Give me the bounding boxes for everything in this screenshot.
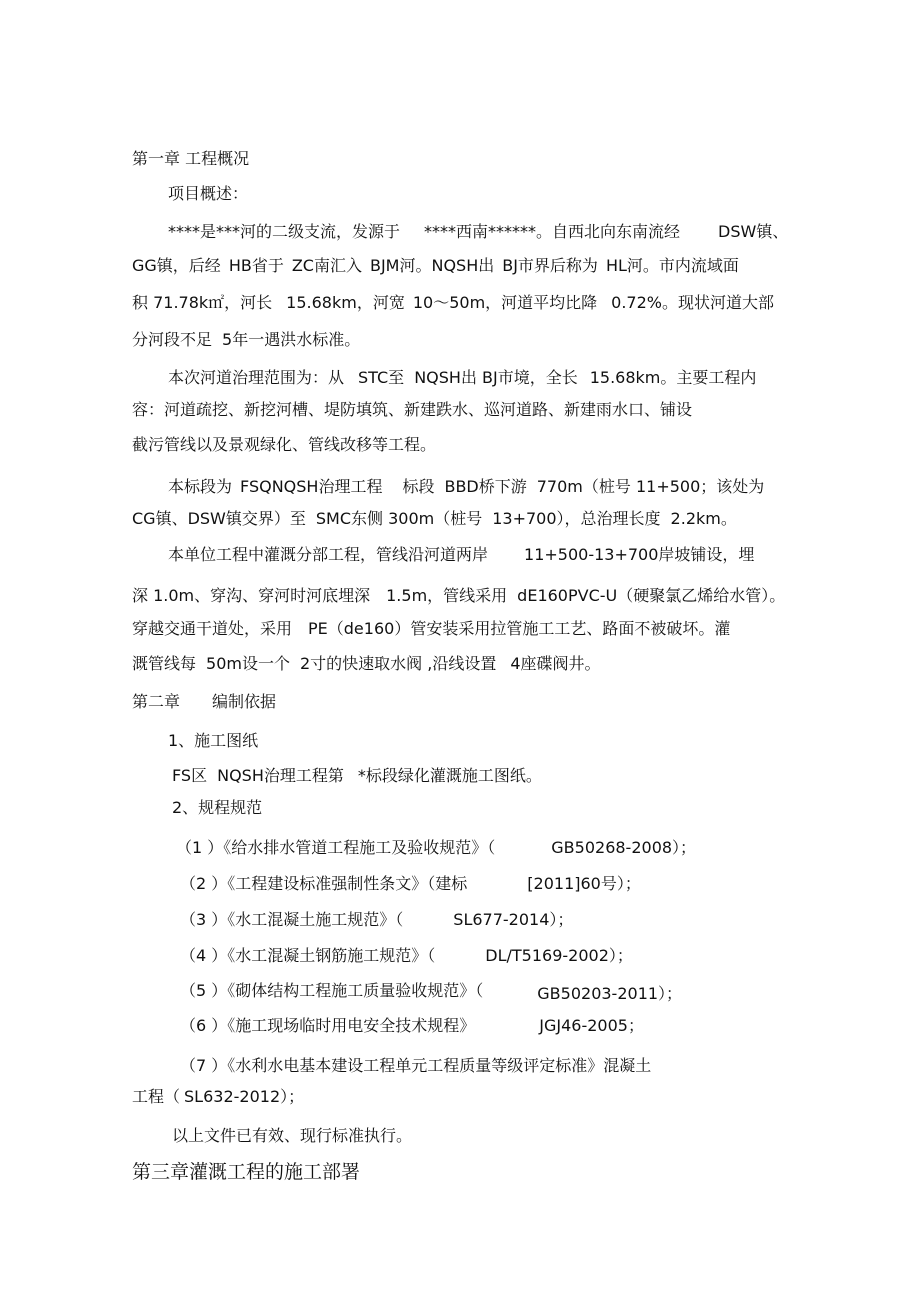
section-1-body: FS区 NQSH治理工程第 *标段绿化灌溉施工图纸。 xyxy=(172,766,542,785)
reference-7: （7 ）《水利水电基本建设工程单元工程质量等级评定标准》混凝土 xyxy=(180,1056,652,1075)
para4-line2: 深 1.0m、穿沟、穿河时河底埋深 1.5m，管线采用 dE160PVC-U（硬聚氯乙烯给水管）。 xyxy=(132,586,786,605)
reference-1: （1 ）《给水排水管道工程施工及验收规范》（ GB50268-2008）； xyxy=(176,838,697,857)
para2-line3: 截污管线以及景观绿化、管线改移等工程。 xyxy=(132,435,437,454)
project-overview-label: 项目概述： xyxy=(168,184,249,203)
para1-line2: GG镇，后经 HB省于 ZC南汇入 BJM河。NQSH出 BJ市界后称为 HL河。市内流域面 xyxy=(132,256,739,275)
reference-7-continued: 工程（ SL632-2012）； xyxy=(132,1087,305,1106)
closing-statement: 以上文件已有效、现行标准执行。 xyxy=(172,1126,413,1145)
chapter-1-title: 第一章 工程概况 xyxy=(132,149,250,168)
section-2-title: 2、规程规范 xyxy=(172,798,263,817)
reference-6: （6 ）《施工现场临时用电安全技术规程》 JGJ46-2005； xyxy=(180,1016,644,1035)
para1-line1: ****是***河的二级支流，发源于 ****西南******。自西北向东南流经 DSW镇、 xyxy=(168,222,789,241)
para1-line3: 积 71.78k㎡，河长 15.68km，河宽 10～50m，河道平均比降 0.72%。现状河道大部 xyxy=(132,293,774,312)
section-1-title: 1、施工图纸 xyxy=(168,731,259,750)
chapter-3-title: 第三章灌溉工程的施工部署 xyxy=(132,1161,361,1183)
reference-4: （4 ）《水工混凝土钢筋施工规范》（ DL/T5169-2002）； xyxy=(180,946,633,965)
para4-line3: 穿越交通干道处，采用 PE（de160）管安装采用拉管施工工艺、路面不被破坏。灌 xyxy=(132,619,731,638)
para3-line1: 本标段为 FSQNQSH治理工程 标段 BBD桥下游 770m（桩号 11+500；该处为 xyxy=(168,477,765,496)
para1-line4: 分河段不足 5年一遇洪水标准。 xyxy=(132,330,361,349)
para2-line1: 本次河道治理范围为：从 STC至 NQSH出 BJ市境，全长 15.68km。主要工程内 xyxy=(168,368,757,387)
para2-line2: 容：河道疏挖、新挖河槽、堤防填筑、新建跌水、巡河道路、新建雨水口、铺设 xyxy=(132,400,693,419)
reference-3: （3 ）《水工混凝土施工规范》（ SL677-2014）； xyxy=(180,910,574,929)
para3-line2: CG镇、DSW镇交界）至 SMC东侧 300m（桩号 13+700），总治理长度 2.2km。 xyxy=(132,509,737,528)
reference-5: （5 ）《砌体结构工程施工质量验收规范》（ GB50203-2011）； xyxy=(180,981,683,1003)
reference-2: （2 ）《工程建设标准强制性条文》（建标 [2011]60号）； xyxy=(180,874,641,893)
chapter-2-title: 第二章 编制依据 xyxy=(132,692,277,711)
para4-line4: 溉管线每 50m设一个 2寸的快速取水阀 ,沿线设置 4座碟阀井。 xyxy=(132,654,601,673)
para4-line1: 本单位工程中灌溉分部工程，管线沿河道两岸 11+500-13+700岸坡铺设，埋 xyxy=(168,545,755,564)
